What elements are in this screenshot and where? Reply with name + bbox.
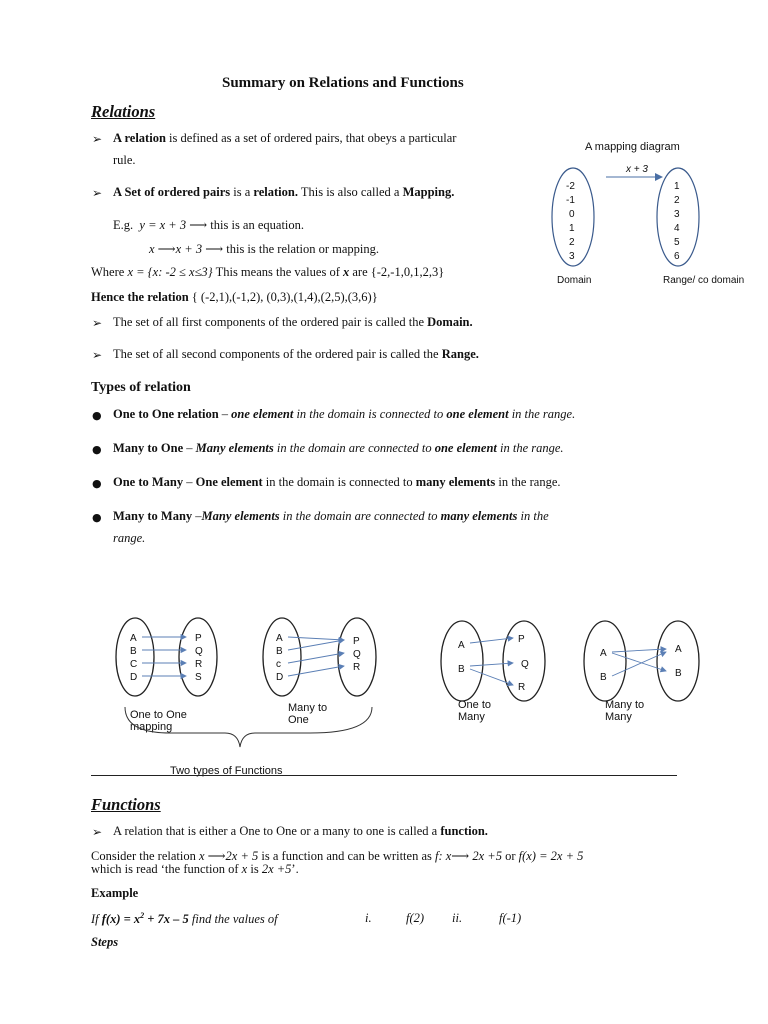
arrow-bullet-icon: ➢ bbox=[92, 316, 103, 330]
d3-label-line1: One to bbox=[458, 699, 492, 711]
steps-heading: Steps bbox=[91, 935, 119, 949]
arrow-bullet-icon: ➢ bbox=[92, 186, 103, 200]
example-equation: E.g. y = x + 3 ⟶ this is an equation. bbox=[113, 218, 305, 232]
mapping-diagram-title: A mapping diagram bbox=[585, 141, 680, 153]
type-many-to-one: Many to One – Many elements in the domain are connected to one element in the range. bbox=[113, 441, 564, 455]
functions-heading: Functions bbox=[91, 795, 161, 814]
range-value: 1 bbox=[674, 181, 680, 192]
d2-domain-item: c bbox=[276, 659, 281, 670]
d2-domain-item: A bbox=[276, 633, 283, 644]
arrow-bullet-icon: ➢ bbox=[92, 348, 103, 362]
d2-range-item: Q bbox=[353, 649, 361, 660]
range-value: 4 bbox=[674, 223, 680, 234]
d3-range-item: Q bbox=[521, 659, 529, 670]
section-divider bbox=[91, 775, 677, 776]
example-part-i-label: i. bbox=[365, 911, 372, 925]
type-one-to-one: One to One relation – one element in the domain is connected to one element in the range. bbox=[113, 407, 576, 421]
range-value: 6 bbox=[674, 251, 680, 262]
domain-value: 1 bbox=[569, 223, 575, 234]
d2-mapping-arrow bbox=[288, 653, 344, 663]
d4-label-line2: Many bbox=[605, 711, 632, 723]
d2-label-line1: Many to bbox=[288, 702, 328, 714]
d2-range-item: R bbox=[353, 662, 361, 673]
range-value: 2 bbox=[674, 195, 680, 206]
d2-domain-ellipse bbox=[263, 618, 301, 696]
d3-label-line2: Many bbox=[458, 711, 485, 723]
range-label: Range/ co domain bbox=[663, 275, 745, 286]
d4-range-item: A bbox=[675, 644, 682, 655]
relation-definition: A relation is defined as a set of ordered pairs, that obeys a particular bbox=[113, 131, 457, 145]
bullet-dot-icon: ● bbox=[92, 477, 102, 490]
d3-domain-item: B bbox=[458, 664, 465, 675]
mapping-rule: x + 3 bbox=[626, 164, 648, 175]
ordered-pairs-statement: A Set of ordered pairs is a relation. This is also called a Mapping. bbox=[113, 185, 455, 199]
d1-range-item: R bbox=[195, 659, 203, 670]
consider-statement: Consider the relation x ⟶2x + 5 is a function and can be written as f: x⟶ 2x +5 or f(x) = 2x + 5 bbox=[91, 849, 584, 863]
d1-label-line2: mapping bbox=[130, 721, 173, 733]
d4-domain-item: B bbox=[600, 672, 607, 683]
d2-range-item: P bbox=[353, 636, 360, 647]
d1-range-item: S bbox=[195, 672, 202, 683]
d3-range-item: R bbox=[518, 682, 526, 693]
hence-relation: Hence the relation { (-2,1),(-1,2), (0,3),(1,4),(2,5),(3,6)} bbox=[91, 290, 378, 304]
d1-label-line1: One to One bbox=[130, 709, 187, 721]
d2-label-line2: One bbox=[288, 714, 309, 726]
d1-domain-item: A bbox=[130, 633, 137, 644]
d1-range-item: Q bbox=[195, 646, 203, 657]
mapping-diagram bbox=[550, 135, 765, 290]
type-many-to-many: Many to Many –Many elements in the domain are connected to many elements in the bbox=[113, 509, 549, 523]
bullet-dot-icon: ● bbox=[92, 443, 102, 456]
brace-label: Two types of Functions bbox=[170, 765, 283, 777]
d3-domain-item: A bbox=[458, 640, 465, 651]
d4-domain-ellipse bbox=[584, 621, 626, 701]
read-statement: which is read ‘the function of x is 2x +5’. bbox=[91, 862, 299, 876]
domain-value: -1 bbox=[566, 195, 575, 206]
d2-mapping-arrow bbox=[288, 666, 344, 676]
d2-domain-item: B bbox=[276, 646, 283, 657]
d4-label-line1: Many to bbox=[605, 699, 645, 711]
example-part-i: f(2) bbox=[406, 911, 425, 925]
domain-definition: The set of all first components of the ordered pair is called the Domain. bbox=[113, 315, 473, 329]
d1-domain-item: D bbox=[130, 672, 138, 683]
relation-type-diagrams bbox=[100, 615, 720, 780]
where-statement: Where x = {x: -2 ≤ x≤3} This means the values of x are {-2,-1,0,1,2,3} bbox=[91, 265, 445, 279]
d3-domain-ellipse bbox=[441, 621, 483, 701]
bullet-dot-icon: ● bbox=[92, 409, 102, 422]
d4-range-ellipse bbox=[657, 621, 699, 701]
d1-domain-item: C bbox=[130, 659, 138, 670]
d1-range-item: P bbox=[195, 633, 202, 644]
example-relation: x ⟶x + 3 ⟶ this is the relation or mapping. bbox=[149, 242, 380, 256]
d1-domain-item: B bbox=[130, 646, 137, 657]
page-title: Summary on Relations and Functions bbox=[222, 75, 464, 91]
type-one-to-many: One to Many – One element in the domain is connected to many elements in the range. bbox=[113, 475, 561, 489]
d1-domain-ellipse bbox=[116, 618, 154, 696]
bullet-dot-icon: ● bbox=[92, 511, 102, 524]
d4-domain-item: A bbox=[600, 648, 607, 659]
d2-mapping-arrow bbox=[288, 640, 344, 650]
arrow-bullet-icon: ➢ bbox=[92, 132, 103, 146]
example-question: If $f(x) = x^2 + 7x - 5$ find the values of bbox=[91, 911, 278, 927]
function-definition: A relation that is either a One to One or a many to one is called a function. bbox=[113, 824, 488, 838]
range-value: 5 bbox=[674, 237, 680, 248]
d3-range-item: P bbox=[518, 634, 525, 645]
d4-range-item: B bbox=[675, 668, 682, 679]
types-heading: Types of relation bbox=[91, 380, 191, 395]
domain-value: 3 bbox=[569, 251, 575, 262]
relations-heading: Relations bbox=[91, 102, 156, 121]
domain-value: 0 bbox=[569, 209, 575, 220]
relation-definition-cont: rule. bbox=[113, 153, 136, 167]
d1-range-ellipse bbox=[179, 618, 217, 696]
type-many-to-many-cont: range. bbox=[113, 531, 146, 545]
d2-mapping-arrow bbox=[288, 637, 344, 640]
range-definition: The set of all second components of the ordered pair is called the Range. bbox=[113, 347, 479, 361]
arrow-bullet-icon: ➢ bbox=[92, 825, 103, 839]
d3-mapping-arrow bbox=[470, 669, 513, 685]
domain-value: 2 bbox=[569, 237, 575, 248]
d3-mapping-arrow bbox=[470, 663, 513, 666]
domain-label: Domain bbox=[557, 275, 592, 286]
range-value: 3 bbox=[674, 209, 680, 220]
example-part-ii: f(-1) bbox=[499, 911, 522, 925]
example-part-ii-label: ii. bbox=[452, 911, 463, 925]
example-heading: Example bbox=[91, 886, 139, 900]
domain-value: -2 bbox=[566, 181, 575, 192]
d2-domain-item: D bbox=[276, 672, 284, 683]
